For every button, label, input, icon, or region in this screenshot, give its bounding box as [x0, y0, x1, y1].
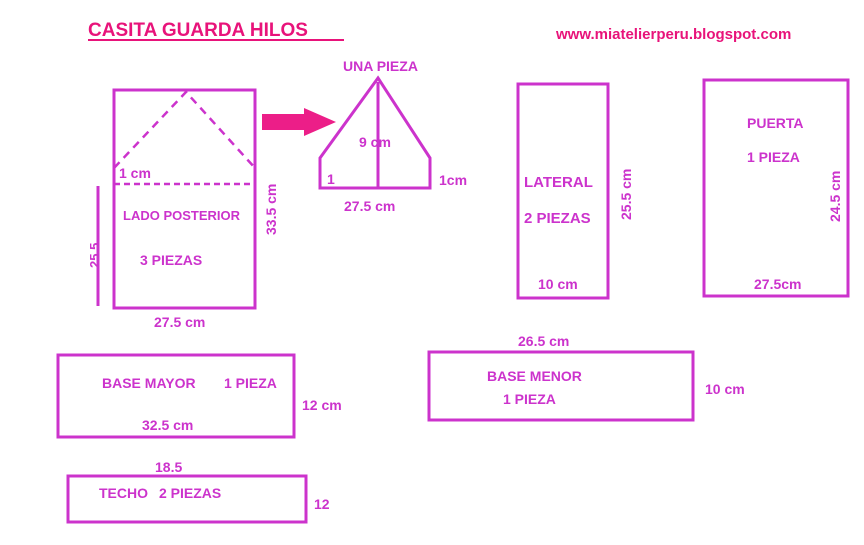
una-pieza-right-margin: 1cm	[439, 172, 468, 188]
lado-posterior-piece	[87, 90, 279, 330]
base-mayor-pieces: 1 PIEZA	[224, 375, 277, 391]
puerta-height: 24.5 cm	[827, 170, 843, 222]
lateral-piece	[518, 84, 634, 298]
lado-posterior-side-label: 25.5	[87, 242, 102, 268]
puerta-pieces: 1 PIEZA	[747, 149, 800, 165]
una-pieza-piece	[320, 58, 467, 214]
lado-posterior-fold-label: 1 cm	[119, 165, 151, 181]
una-pieza-label: UNA PIEZA	[343, 58, 418, 74]
lateral-height: 25.5 cm	[618, 168, 634, 220]
diagram-title: CASITA GUARDA HILOS	[88, 20, 308, 41]
puerta-label: PUERTA	[747, 115, 804, 131]
base-mayor-height: 12 cm	[302, 397, 342, 413]
puerta-width: 27.5cm	[754, 276, 802, 292]
lateral-outline	[518, 84, 608, 298]
base-menor-pieces: 1 PIEZA	[503, 391, 556, 407]
techo-height: 12	[314, 496, 330, 512]
techo-label: TECHO	[99, 485, 148, 501]
base-menor-height: 10 cm	[705, 381, 745, 397]
lateral-width: 10 cm	[538, 276, 578, 292]
lado-posterior-outline	[114, 90, 255, 308]
lado-posterior-width: 27.5 cm	[154, 314, 206, 330]
website-url: www.miatelierperu.blogspot.com	[556, 26, 792, 43]
una-pieza-outline	[320, 78, 430, 188]
base-menor-width: 26.5 cm	[518, 333, 570, 349]
base-mayor-width: 32.5 cm	[142, 417, 194, 433]
lateral-label: LATERAL	[524, 174, 593, 191]
techo-pieces: 2 PIEZAS	[159, 485, 222, 501]
una-pieza-left-margin: 1	[327, 171, 335, 187]
base-menor-outline	[429, 352, 693, 420]
base-menor-label: BASE MENOR	[487, 368, 582, 384]
puerta-piece	[704, 80, 848, 296]
techo-piece	[68, 459, 330, 522]
roof-fold-dashed	[114, 92, 255, 168]
techo-width: 18.5	[155, 459, 183, 475]
una-pieza-width: 27.5 cm	[344, 198, 396, 214]
base-menor-piece	[429, 333, 745, 420]
lateral-pieces: 2 PIEZAS	[524, 210, 591, 227]
arrow-icon	[262, 108, 336, 136]
base-mayor-piece	[58, 355, 342, 437]
lado-posterior-label: LADO POSTERIOR	[123, 208, 241, 223]
una-pieza-height: 9 cm	[359, 134, 391, 150]
lado-posterior-height: 33.5 cm	[263, 183, 279, 235]
lado-posterior-pieces: 3 PIEZAS	[140, 252, 203, 268]
base-mayor-label: BASE MAYOR	[102, 375, 196, 391]
